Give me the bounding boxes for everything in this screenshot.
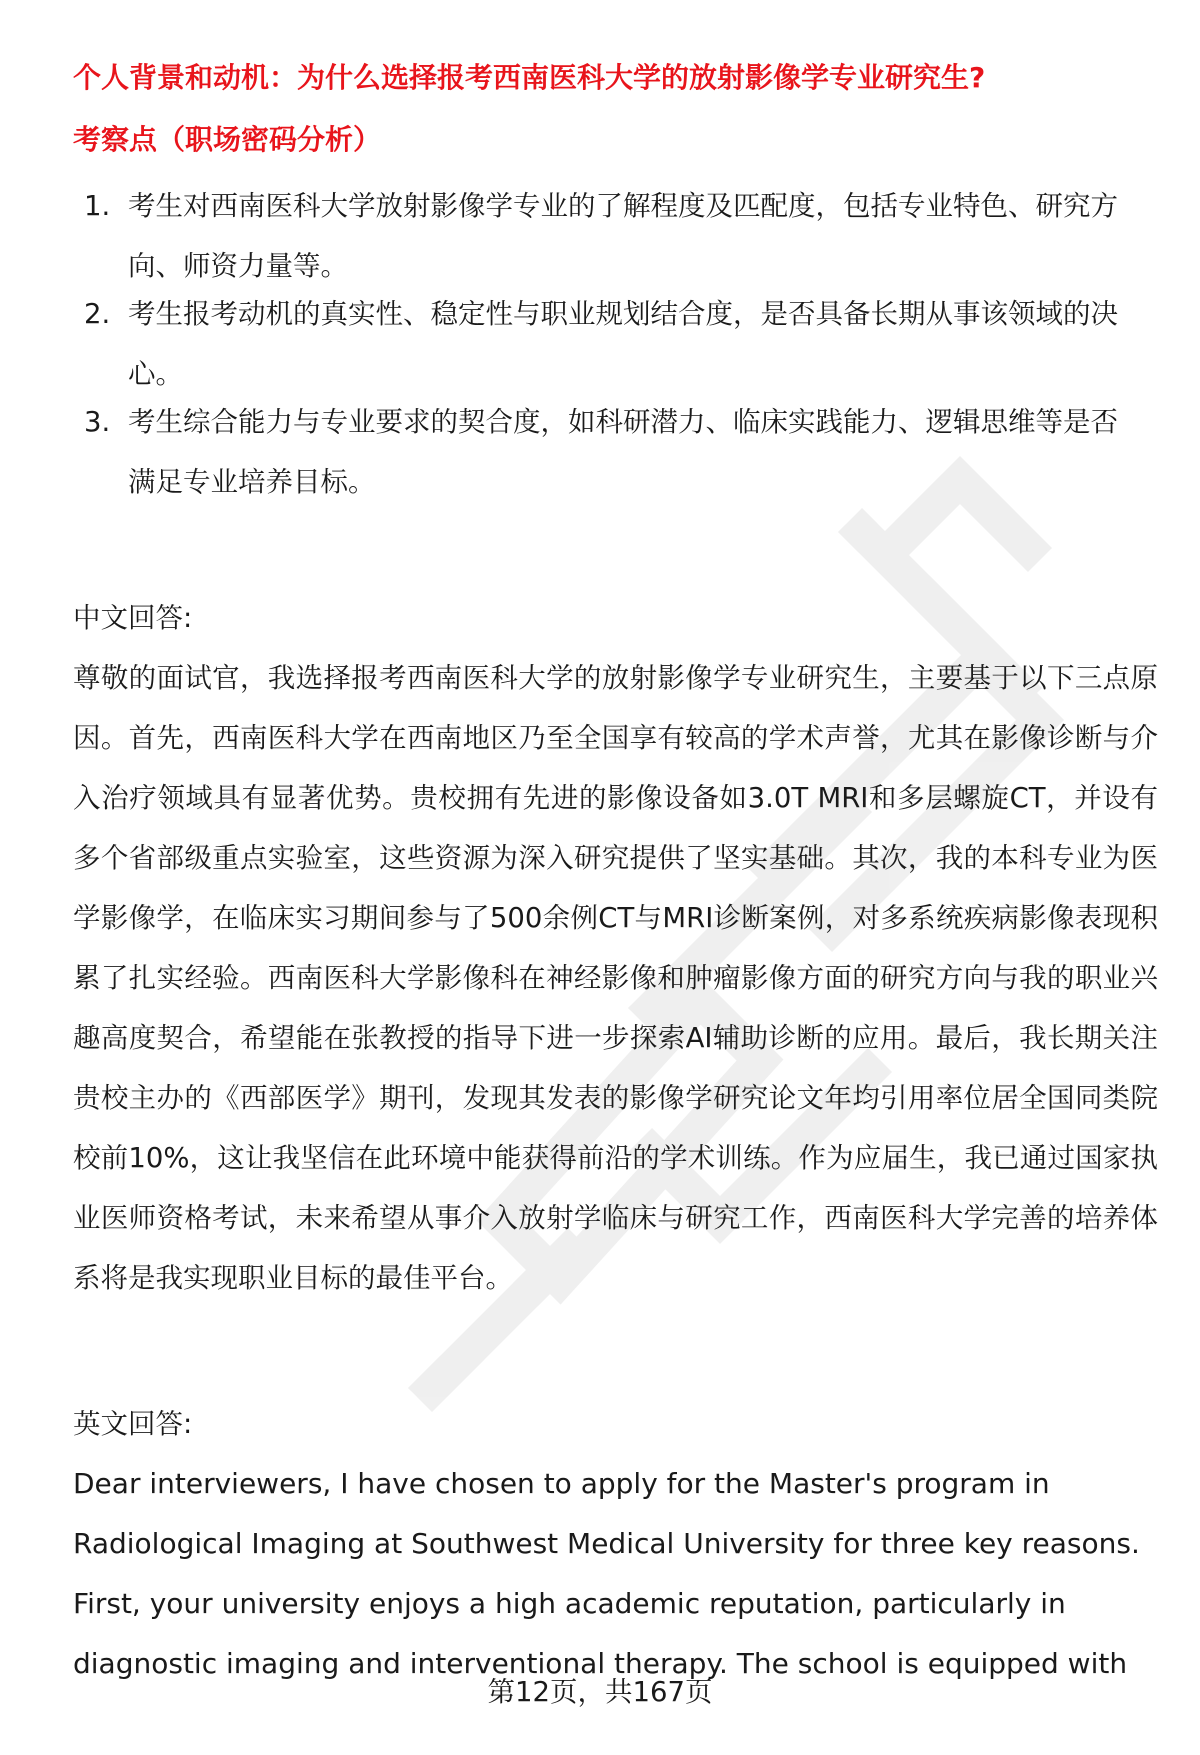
exam-point-text: 考生对西南医科大学放射影像学专业的了解程度及匹配度，包括专业特色、研究方向、师资力量等。 bbox=[128, 190, 1118, 282]
exam-point-text: 考生报考动机的真实性、稳定性与职业规划结合度，是否具备长期从事该领域的决心。 bbox=[128, 298, 1118, 390]
page-number-footer: 第12页，共167页 bbox=[487, 1676, 713, 1708]
question-title: 个人背景和动机：为什么选择报考西南医科大学的放射影像学专业研究生? bbox=[73, 61, 986, 94]
exam-point-number: 2. bbox=[84, 298, 111, 330]
exam-points-title: 考察点（职场密码分析） bbox=[73, 123, 382, 156]
chinese-answer-text: 尊敬的面试官，我选择报考西南医科大学的放射影像学专业研究生，主要基于以下三点原因。首先，西南医科大学在西南地区乃至全国享有较高的学术声誉，尤其在影像诊断与介入治疗领域具有显著优势。贵校拥有先进的影像设备如3.0T MRI和多层螺旋CT，并设有多个省部级重点实验室，这些资源为深入研究提供了坚实基础。其次，我的本科专业为医学影像学，在临床实习期间参与了500余例CT与MRI诊断案例，对多系统疾病影像表现积累了扎实经验。西南医科大学影像科在神经影像和肿瘤影像方面的研究方向与我的职业兴趣高度契合，希望能在张教授的指导下进一步探索AI辅助诊断的应用。最后，我长期关注贵校主办的《西部医学》期刊，发现其发表的影像学研究论文年均引用率位居全国同类院校前10%，这让我坚信在此环境中能获得前沿的学术训练。作为应届生，我已通过国家执业医师资格考试，未来希望从事介入放射学临床与研究工作，西南医科大学完善的培养体系将是我实现职业目标的最佳平台。 bbox=[73, 662, 1158, 1294]
exam-point-item bbox=[84, 284, 1144, 404]
exam-point-item bbox=[84, 176, 1144, 296]
english-answer-label: 英文回答: bbox=[73, 1408, 193, 1440]
english-answer-text: Dear interviewers, I have chosen to apply for the Master's program in Radiological Imaging at Southwest Medical University for three key reasons. First, your university enjoys a high academic reputation, particularly in diagnostic imaging and interventional therapy. The school is equipped with bbox=[73, 1467, 1140, 1680]
exam-point-number: 1. bbox=[84, 190, 111, 222]
chinese-answer-label: 中文回答: bbox=[73, 602, 193, 634]
exam-point-item bbox=[84, 392, 1144, 512]
exam-point-number: 3. bbox=[84, 406, 111, 438]
exam-point-text: 考生综合能力与专业要求的契合度，如科研潜力、临床实践能力、逻辑思维等是否满足专业培养目标。 bbox=[128, 406, 1118, 498]
